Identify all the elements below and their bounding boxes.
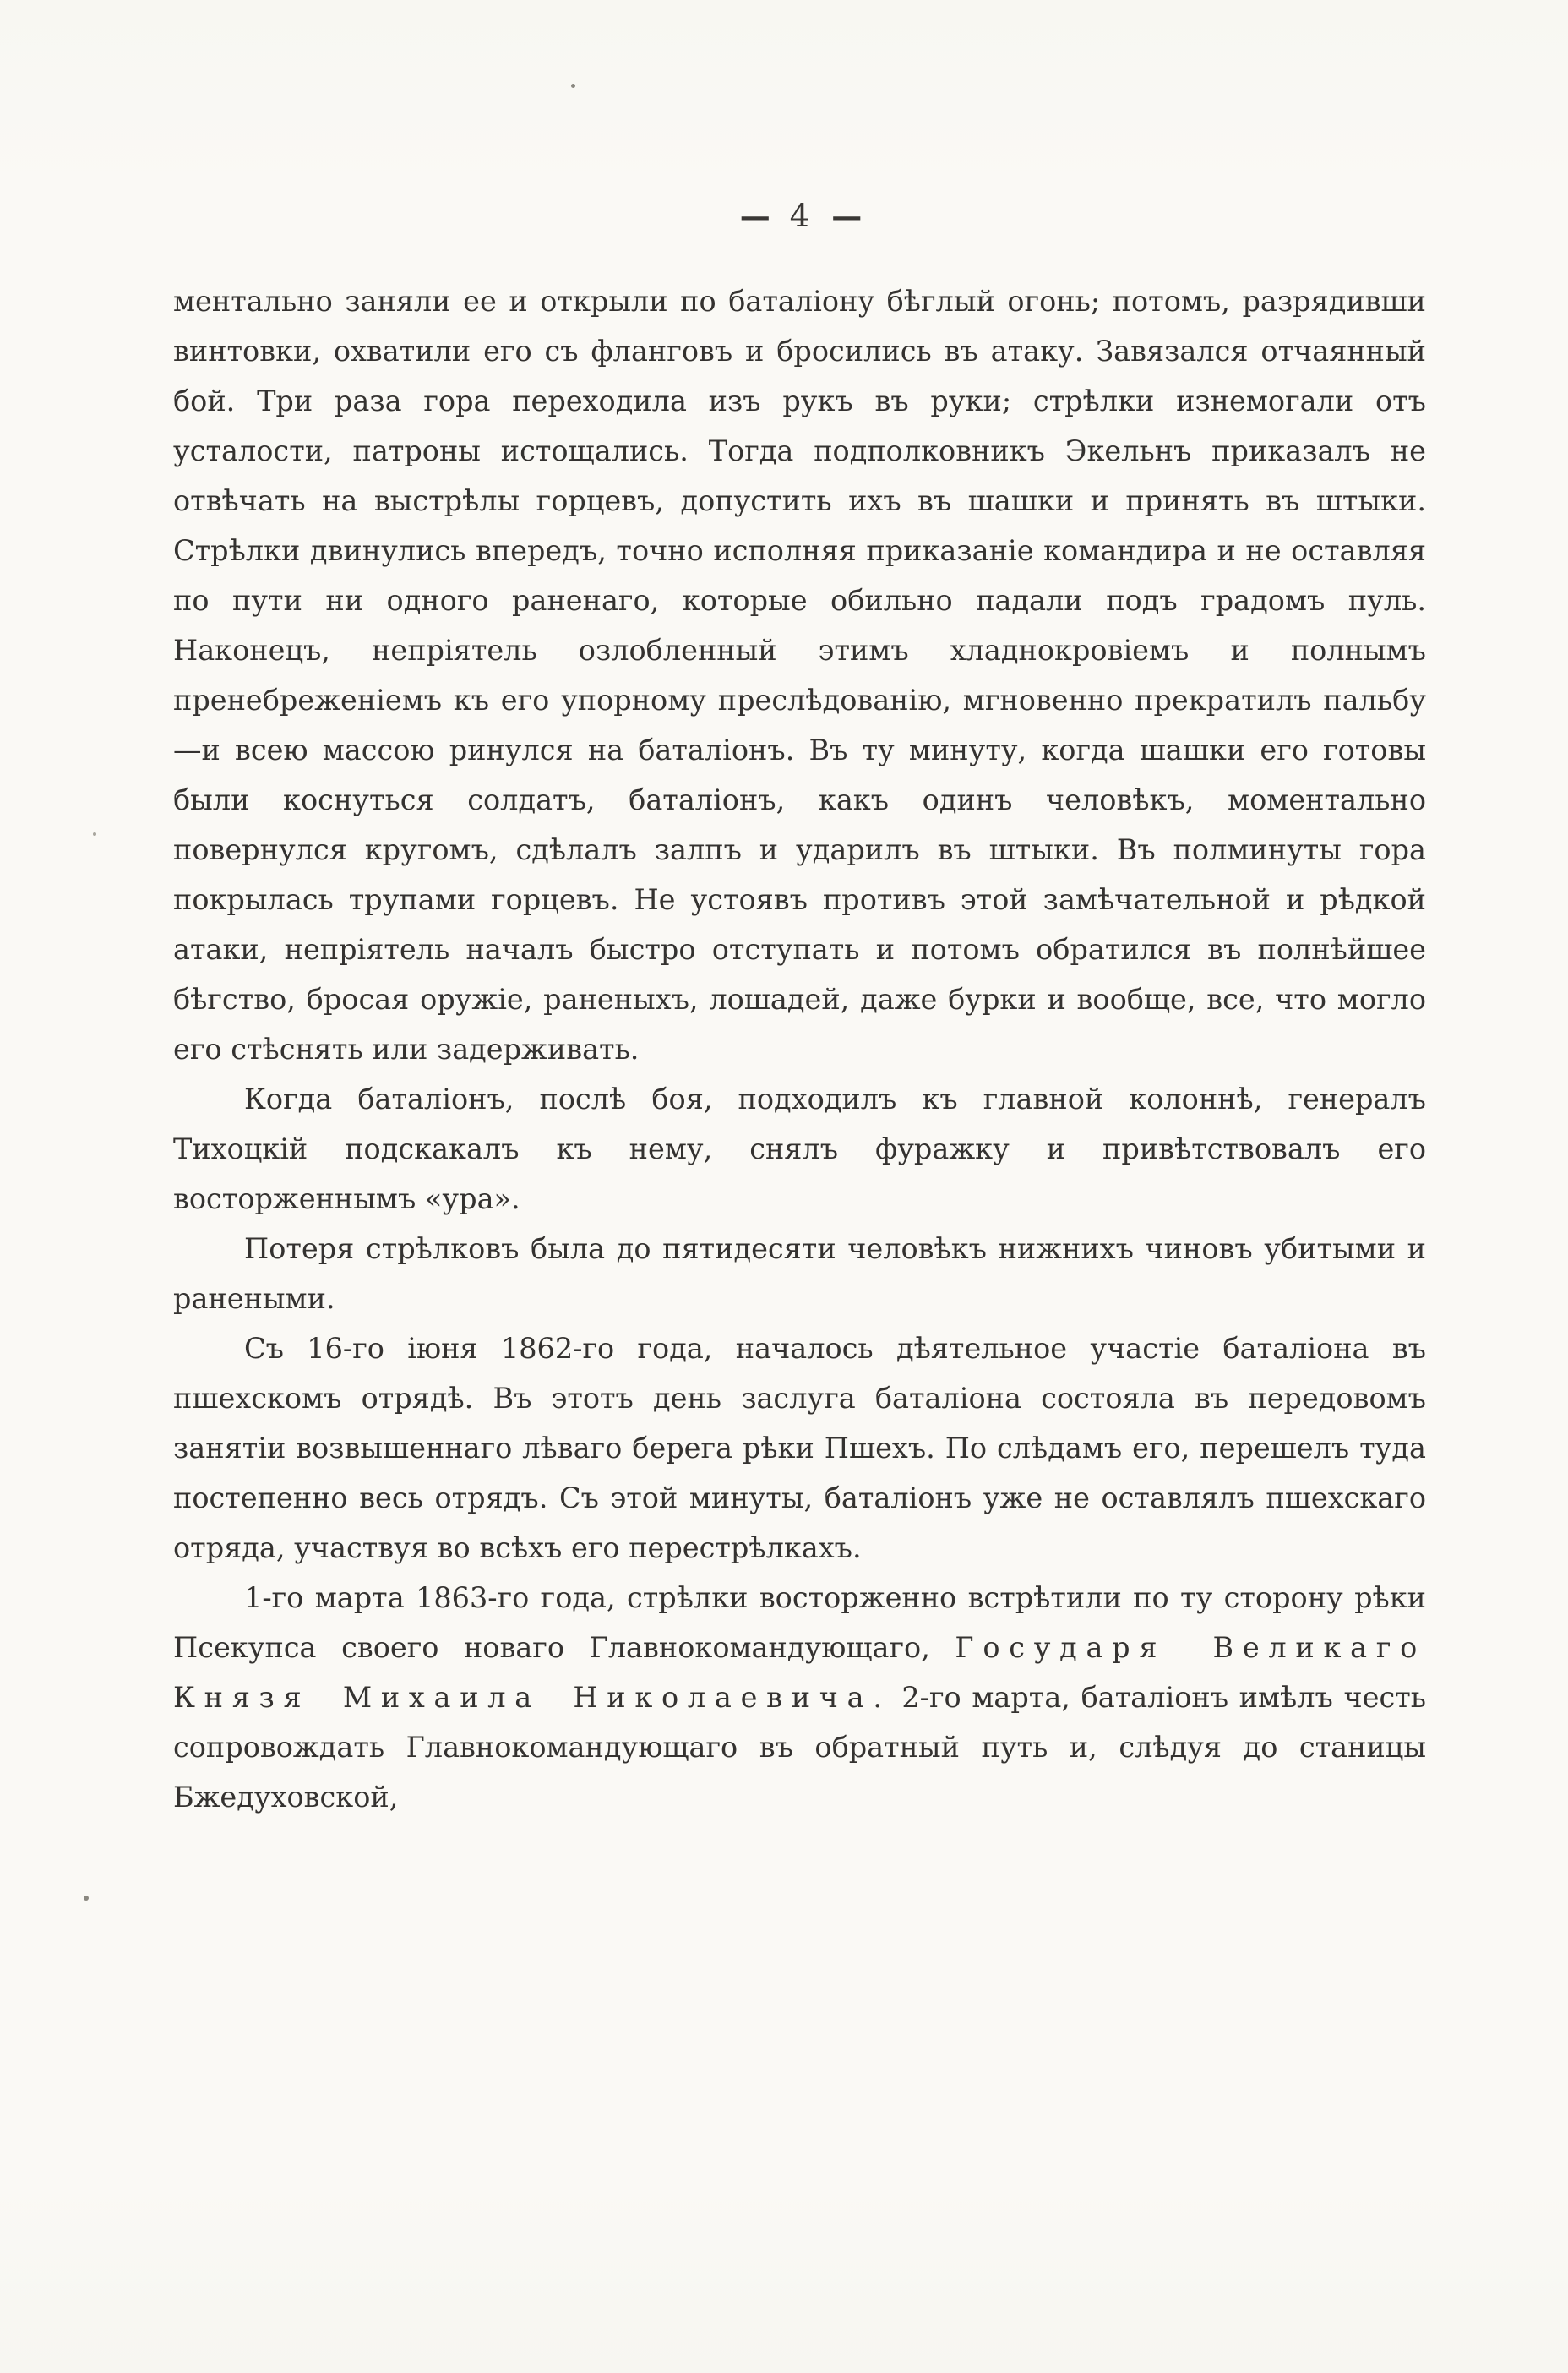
paragraph-pshekh-detachment: Съ 16-го іюня 1862-го года, началось дѣятельное участіе баталіона въ пшехскомъ отрядѣ. Въ этотъ день заслуга баталіона состояла въ передовомъ занятіи возвышеннаго лѣваго берега рѣки Пшехъ. По слѣдамъ его, перешелъ туда постепенно весь отрядъ. Съ этой минуты, баталіонъ уже не оставлялъ пшехскаго отряда, участвуя во всѣхъ его перестрѣлкахъ.: [173, 1332, 1426, 1564]
paragraph-continuation: ментально заняли ее и открыли по баталіону бѣглый огонь; потомъ, разрядивши винтовки, охватили его съ фланговъ и бросились въ атаку. Завязался отчаянный бой. Три раза гора переходила изъ рукъ въ руки; стрѣлки изнемогали отъ усталости, патроны истощались. Тогда подполковникъ Экельнъ приказалъ не отвѣчать на выстрѣлы горцевъ, допустить ихъ въ шашки и принять въ штыки. Стрѣлки двинулись впередъ, точно исполняя приказаніе командира и не оставляя по пути ни одного раненаго, которые обильно падали подъ градомъ пуль. Наконецъ, непріятель озлобленный этимъ хладнокровіемъ и полнымъ пренебреженіемъ къ его упорному преслѣдованію, мгновенно прекратилъ пальбу—и всею массою ринулся на баталіонъ. Въ ту минуту, когда шашки его готовы были коснуться солдатъ, баталіонъ, какъ одинъ человѣкъ, моментально повернулся кругомъ, сдѣлалъ залпъ и ударилъ въ штыки. Въ полминуты гора покрылась трупами горцевъ. Не устоявъ противъ этой замѣчательной и рѣдкой атаки, непріятель началъ быстро отступать и потомъ обратился въ полнѣйшее бѣгство, бросая оружіе, раненыхъ, лошадей, даже бурки и вообще, все, что могло его стѣснять или задерживать.: [173, 285, 1426, 1066]
page-number-dash-right: —: [831, 199, 860, 234]
royal-name-letterspaced: Государя Великаго Князя Михаила Николаевича.: [173, 1631, 1426, 1714]
paragraph-grand-duke-visit: [173, 1573, 1426, 1822]
page-number-dash-left: —: [739, 199, 768, 234]
paragraph-segment-before: 1-го марта 1863-го года, стрѣлки восторженно встрѣтили по ту сторону рѣки Псекупса своего новаго Главнокомандующаго,: [173, 1581, 1426, 1664]
page-number-value: 4: [789, 198, 810, 234]
paragraph-general-greeting: Когда баталіонъ, послѣ боя, подходилъ къ главной колоннѣ, генералъ Тихоцкій подскакалъ къ нему, снялъ фуражку и привѣтствовалъ его восторженнымъ «ура».: [173, 1083, 1426, 1215]
page-number: [173, 198, 1426, 234]
paragraph-segment-after: 2-го марта, баталіонъ имѣлъ честь сопровождать Главнокомандующаго въ обратный путь и, слѣдуя до станицы Бжедуховской,: [173, 1681, 1426, 1814]
scan-speck: [571, 84, 575, 88]
scan-speck: [93, 832, 96, 836]
paragraph-casualties: Потеря стрѣлковъ была до пятидесяти человѣкъ нижнихъ чиновъ убитыми и ранеными.: [173, 1232, 1426, 1315]
scan-speck: [84, 1896, 89, 1901]
text-block: [173, 276, 1426, 1822]
